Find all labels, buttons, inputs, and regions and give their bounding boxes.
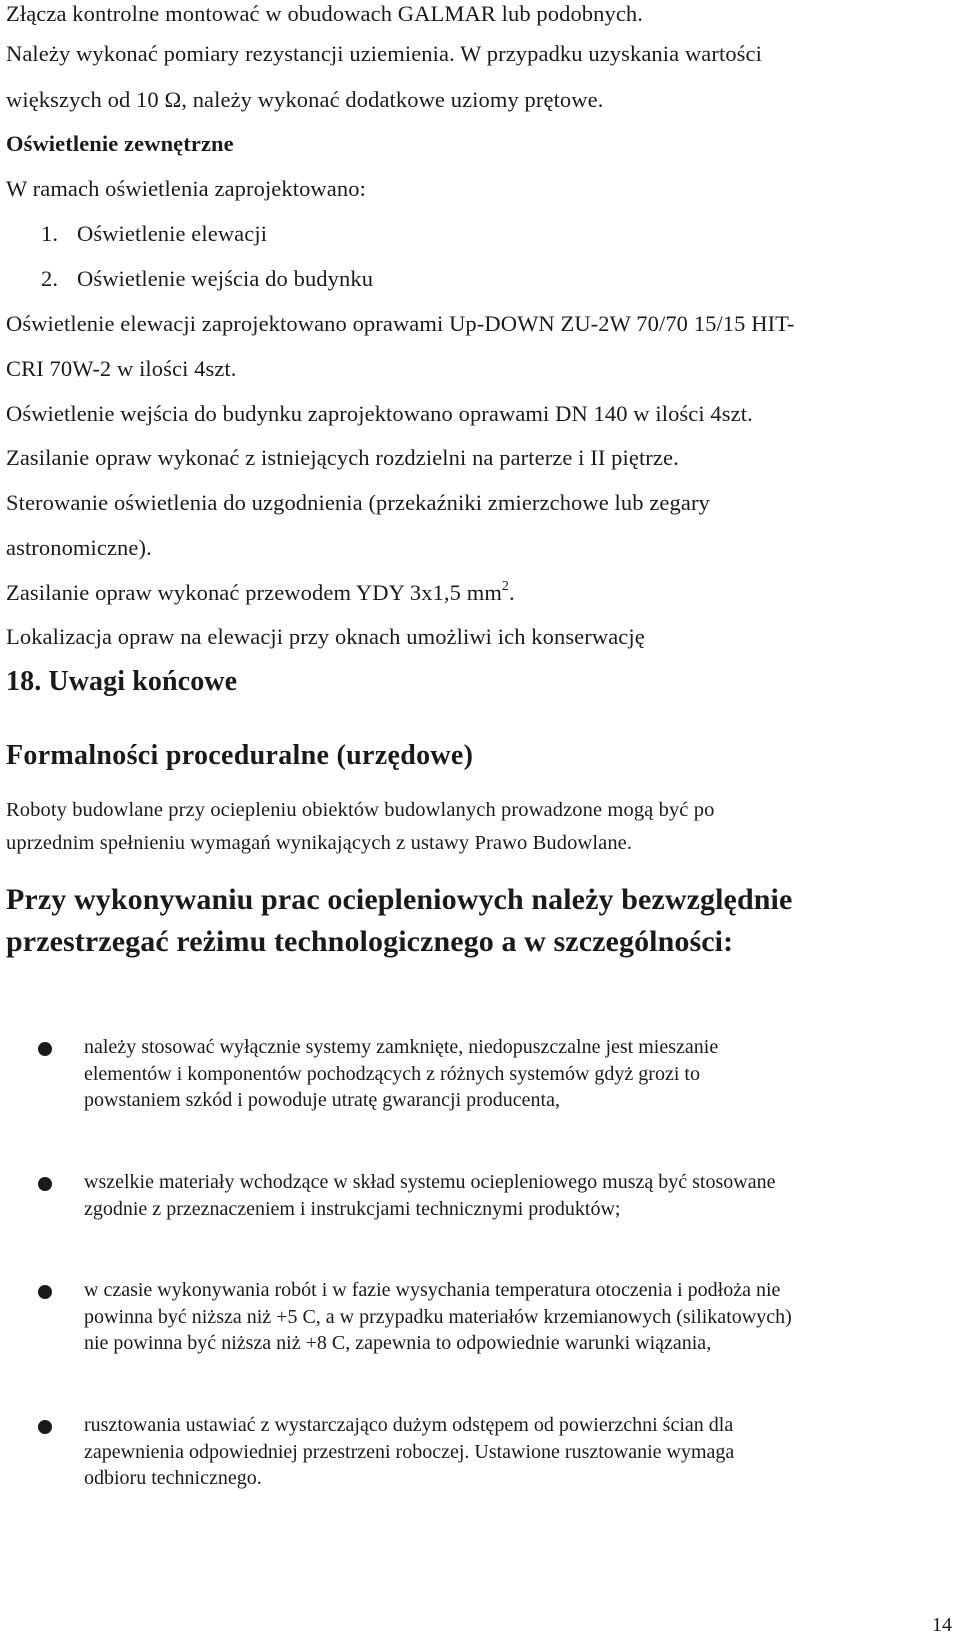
bullet-line: wszelkie materiały wchodzące w skład systemu ociepleniowego muszą być stosowane — [84, 1171, 776, 1193]
text-line: Roboty budowlane przy ociepleniu obiektów budowlanych prowadzone mogą być po — [6, 799, 715, 821]
bullet-line: odbioru technicznego. — [84, 1467, 262, 1489]
bullet-line: zapewnienia odpowiedniej przestrzeni roboczej. Ustawione rusztowanie wymaga — [84, 1440, 735, 1463]
text-line: Złącza kontrolne montować w obudowach GALMAR lub podobnych. — [6, 1, 644, 26]
bullet-line: zgodnie z przeznaczeniem i instrukcjami technicznymi produktów; — [84, 1197, 621, 1220]
list-number: 1. — [41, 221, 59, 246]
subsection-heading: Formalności proceduralne (urzędowe) — [6, 740, 474, 771]
bullet-item — [84, 1412, 944, 1492]
text-line: większych od 10 Ω, należy wykonać dodatkowe uziomy prętowe. — [6, 87, 604, 112]
bullet-line: powinna być niższa niż +5 C, a w przypadku materiałów krzemianowych (silikatowych) — [84, 1305, 792, 1328]
text-line: astronomiczne). — [6, 535, 152, 560]
list-number: 2. — [41, 266, 59, 291]
bullet-line: należy stosować wyłącznie systemy zamknięte, niedopuszczalne jest mieszanie — [84, 1036, 719, 1058]
superscript: 2 — [501, 579, 510, 594]
text-line: W ramach oświetlenia zaprojektowano: — [6, 176, 366, 201]
text-line: Oświetlenie wejścia do budynku zaprojektowano oprawami DN 140 w ilości 4szt. — [6, 401, 753, 426]
text-line: Należy wykonać pomiary rezystancji uziemienia. W przypadku uzyskania wartości — [6, 41, 762, 66]
text-line: Sterowanie oświetlenia do uzgodnienia (przekaźniki zmierzchowe lub zegary — [6, 490, 710, 515]
bullet-icon — [38, 1042, 52, 1056]
page-number: 14 — [932, 1614, 952, 1636]
bullet-item — [84, 1169, 944, 1222]
section-heading: Oświetlenie zewnętrzne — [6, 131, 234, 156]
list-item — [41, 220, 267, 248]
bullet-line: elementów i komponentów pochodzących z różnych systemów gdyż grozi to — [84, 1062, 700, 1085]
text-end: . — [509, 580, 515, 605]
text-line: Lokalizacja opraw na elewacji przy oknach umożliwi ich konserwację — [6, 624, 645, 649]
bullet-item — [84, 1034, 944, 1114]
text-line: Oświetlenie elewacji zaprojektowano oprawami Up-DOWN ZU-2W 70/70 15/15 HIT- — [6, 311, 795, 336]
list-item — [41, 265, 373, 293]
bullet-line: powstaniem szkód i powoduje utratę gwarancji producenta, — [84, 1089, 560, 1111]
bullet-line: nie powinna być niższa niż +8 C, zapewnia to odpowiednie warunki wiązania, — [84, 1332, 712, 1354]
bullet-icon — [38, 1177, 52, 1191]
text-line: Zasilanie opraw wykonać z istniejących rozdzielni na parterze i II piętrze. — [6, 445, 679, 470]
section-heading: 18. Uwagi końcowe — [6, 666, 238, 697]
text-main: Zasilanie opraw wykonać przewodem YDY 3x1,5 mm — [6, 580, 502, 605]
emphasis-heading: przestrzegać reżimu technologicznego a w szczególności: — [6, 925, 734, 958]
list-item-text: Oświetlenie wejścia do budynku — [77, 266, 374, 291]
emphasis-heading: Przy wykonywaniu prac ociepleniowych należy bezwzględnie — [6, 883, 793, 916]
text-line: uprzednim spełnieniu wymagań wynikających z ustawy Prawo Budowlane. — [6, 832, 633, 854]
bullet-line: rusztowania ustawiać z wystarczająco dużym odstępem od powierzchni ścian dla — [84, 1414, 734, 1436]
bullet-icon — [38, 1420, 52, 1434]
bullet-line: w czasie wykonywania robót i w fazie wysychania temperatura otoczenia i podłoża nie — [84, 1279, 781, 1301]
bullet-icon — [38, 1285, 52, 1299]
text-line — [6, 579, 515, 607]
text-line: CRI 70W-2 w ilości 4szt. — [6, 356, 237, 381]
list-item-text: Oświetlenie elewacji — [77, 221, 268, 246]
bullet-item — [84, 1277, 944, 1357]
